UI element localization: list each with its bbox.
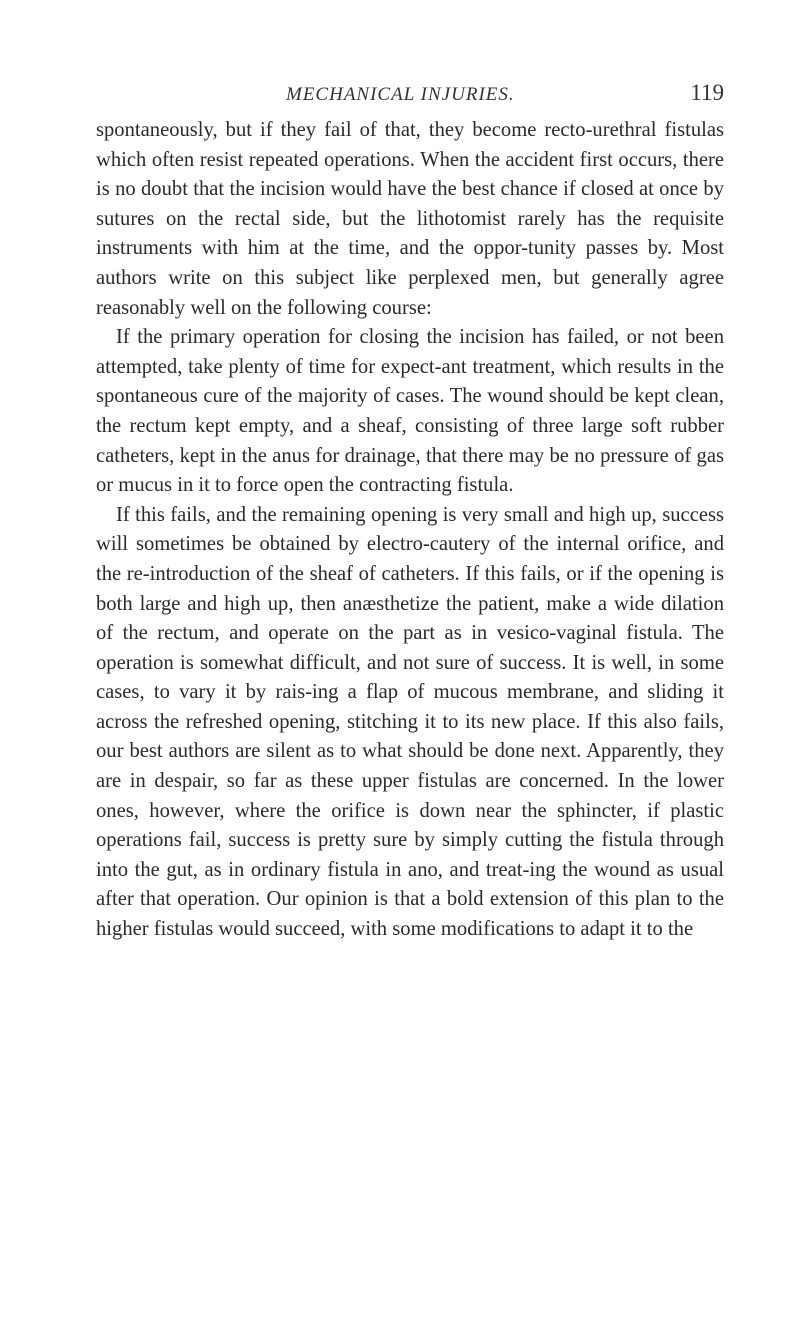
paragraph-continuation: spontaneously, but if they fail of that, they become recto-urethral fistulas which often resist repeated operations. When the accident first occurs, there is no doubt that the incision would have the best chance if closed at once by sutures on the rectal side, but the lithotomist rarely has the requisite instruments with him at the time, and the oppor-tunity passes by. Most authors write on this subject like perplexed men, but generally agree reasonably well on the following course: — [96, 119, 724, 319]
running-head: MECHANICAL INJURIES. — [286, 84, 515, 105]
page-header — [96, 80, 724, 112]
paragraph-expectant-treatment: If the primary operation for closing the incision has failed, or not been attempted, take plenty of time for expect-ant treatment, which results in the spontaneous cure of the majority of cases. The wound should be kept clean, the rectum kept empty, and a sheaf, consisting of three large soft rubber catheters, kept in the anus for drainage, that there may be no pressure of gas or mucus in it to force open the contracting fistula. — [96, 326, 724, 497]
paragraph-operative-treatment: If this fails, and the remaining opening is very small and high up, success will sometimes be obtained by electro-cautery of the internal orifice, and the re-introduction of the sheaf of catheters. If this fails, or if the opening is both large and high up, then anæsthetize the patient, make a wide dilation of the rectum, and operate on the part as in vesico-vaginal fistula. The operation is somewhat difficult, and not sure of success. It is well, in some cases, to vary it by rais-ing a flap of mucous membrane, and sliding it across the refreshed opening, stitching it to its new place. If this also fails, our best authors are silent as to what should be done next. Apparently, they are in despair, so far as these upper fistulas are concerned. In the lower ones, however, where the orifice is down near the sphincter, if plastic operations fail, success is pretty sure by simply cutting the fistula through into the gut, as in ordinary fistula in ano, and treat-ing the wound as usual after that operation. Our opinion is that a bold extension of this plan to the higher fistulas would succeed, with some modifications to adapt it to the — [96, 503, 724, 941]
page-number: 119 — [690, 80, 724, 105]
body-text — [96, 116, 724, 945]
